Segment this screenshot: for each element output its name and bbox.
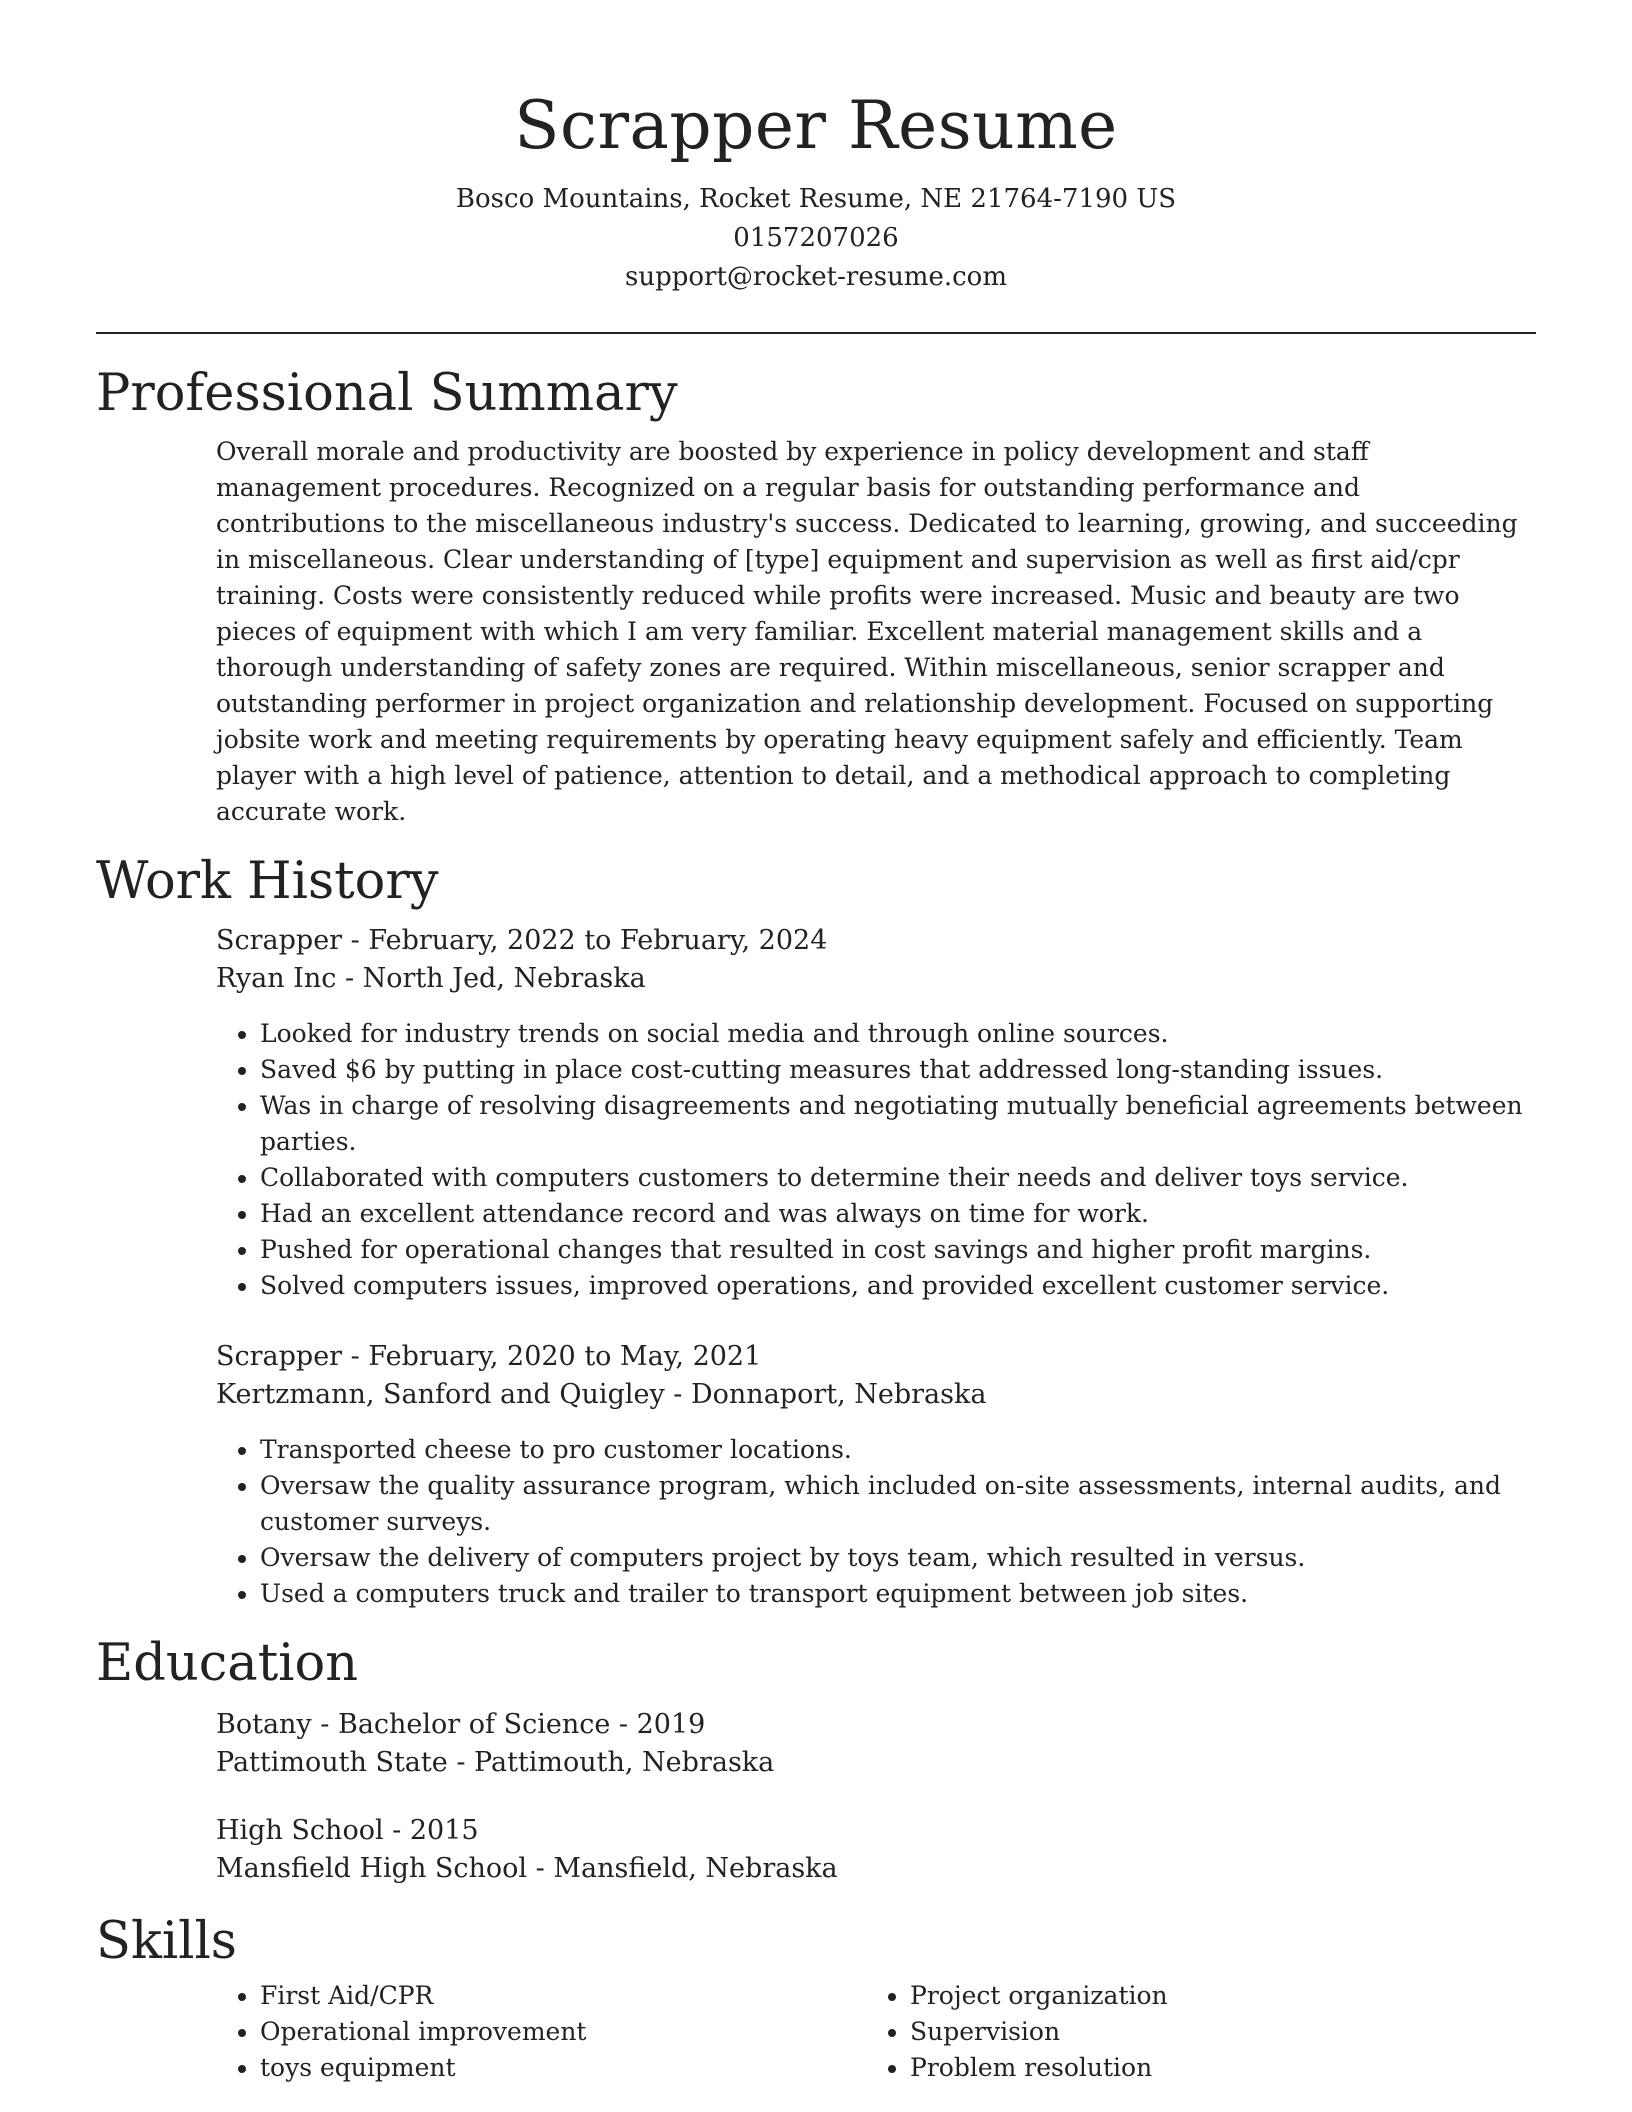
job-company-line [216,1376,1536,1414]
skill-item: • Supervision [910,2014,1516,2050]
skill-item: • First Aid/CPR [260,1978,866,2014]
resume-title: Scrapper Resume [514,87,1118,164]
school-line [216,1850,1536,1888]
education-section [96,1634,1536,1888]
education-entry [216,1706,1536,1782]
skills-list-right [866,1978,1516,2086]
work-history-section [96,852,1536,1612]
section-heading-skills: Skills [96,1912,237,1971]
degree-line [216,1706,1536,1744]
degree-detail: - 2015 [383,1815,479,1846]
skills-section [96,1912,1536,2086]
degree-detail: - Bachelor of Science - 2019 [311,1709,706,1740]
job-title: Scrapper [216,925,343,956]
list-item: • Transported cheese to pro customer locations. [260,1432,1536,1468]
job-bullet-list [216,1432,1536,1612]
contact-address: Bosco Mountains, Rocket Resume, NE 21764-7190 US [455,184,1177,214]
section-heading-summary: Professional Summary [96,364,678,423]
job-location: - North Jed, Nebraska [336,963,646,994]
list-item: • Used a computers truck and trailer to transport equipment between job sites. [260,1576,1536,1612]
school-line [216,1744,1536,1782]
job-location: - Donnaport, Nebraska [664,1379,987,1410]
school-location: - Pattimouth, Nebraska [447,1747,775,1778]
list-item: • Was in charge of resolving disagreements and negotiating mutually beneficial agreements between parties. [260,1088,1536,1160]
list-item: • Solved computers issues, improved operations, and provided excellent customer service. [260,1268,1536,1304]
contact-phone: 0157207026 [733,223,899,253]
professional-summary-section [96,364,1536,830]
resume-header [96,0,1536,297]
job-entry [216,922,1536,1304]
job-dates: - February, 2020 to May, 2021 [342,1341,762,1372]
list-item: • Had an excellent attendance record and was always on time for work. [260,1196,1536,1232]
section-heading-education: Education [96,1634,359,1693]
job-entry [216,1338,1536,1612]
school-location: - Mansfield, Nebraska [527,1853,838,1884]
header-divider [96,332,1536,334]
skills-column-left [216,1978,866,2086]
list-item: • Saved $6 by putting in place cost-cutting measures that addressed long-standing issues. [260,1052,1536,1088]
job-title-line [216,922,1536,960]
education-entry [216,1812,1536,1888]
list-item: • Oversaw the delivery of computers project by toys team, which resulted in versus. [260,1540,1536,1576]
job-bullet-list [216,1016,1536,1304]
school-name: Mansfield High School [216,1853,528,1884]
skill-item: • Project organization [910,1978,1516,2014]
contact-email: support@rocket-resume.com [624,262,1007,292]
skill-item: • Problem resolution [910,2050,1516,2086]
skills-list-left [216,1978,866,2086]
skill-item: • Operational improvement [260,2014,866,2050]
job-company: Kertzmann, Sanford and Quigley [216,1379,665,1410]
degree-line [216,1812,1536,1850]
section-heading-work-history: Work History [96,852,439,911]
school-name: Pattimouth State [216,1747,448,1778]
degree-field: High School [216,1815,384,1846]
list-item: • Oversaw the quality assurance program, which included on-site assessments, internal audits, and customer surveys. [260,1468,1536,1540]
job-dates: - February, 2022 to February, 2024 [342,925,828,956]
skill-item: • toys equipment [260,2050,866,2086]
job-company: Ryan Inc [216,963,337,994]
job-title: Scrapper [216,1341,343,1372]
job-company-line [216,960,1536,998]
job-title-line [216,1338,1536,1376]
degree-field: Botany [216,1709,312,1740]
skills-grid [216,1978,1536,2086]
summary-paragraph: Overall morale and productivity are boosted by experience in policy development and staff management procedures. Recognized on a regular basis for outstanding performance and contributions to the miscellaneous industry's success. Dedicated to learning, growing, and succeeding in miscellaneous. Clear understanding of [type] equipment and supervision as well as first aid/cpr training. Costs were consistently reduced while profits were increased. Music and beauty are two pieces of equipment with which I am very familiar. Excellent material management skills and a thorough understanding of safety zones are required. Within miscellaneous, senior scrapper and outstanding performer in project organization and relationship development. Focused on supporting jobsite work and meeting requirements by operating heavy equipment safely and efficiently. Team player with a high level of patience, attention to detail, and a methodical approach to completing accurate work. [216,437,1518,826]
list-item: • Looked for industry trends on social media and through online sources. [260,1016,1536,1052]
list-item: • Pushed for operational changes that resulted in cost savings and higher profit margins. [260,1232,1536,1268]
list-item: • Collaborated with computers customers to determine their needs and deliver toys service. [260,1160,1536,1196]
resume-page [96,0,1536,2086]
skills-column-right [866,1978,1516,2086]
